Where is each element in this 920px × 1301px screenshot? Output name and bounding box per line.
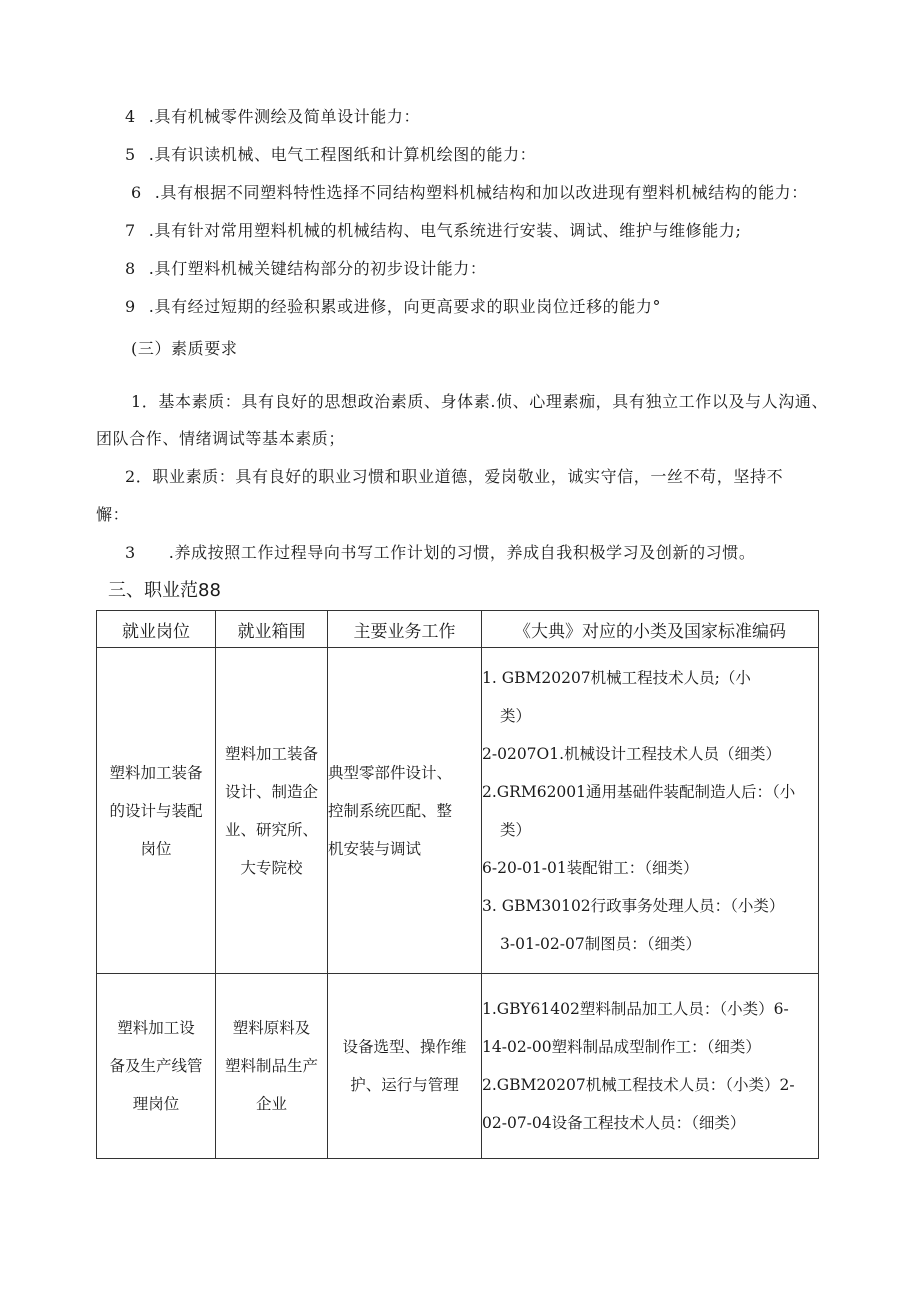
- code-line: 3. GBM30102行政事务处理人员：（小类）: [482, 896, 785, 915]
- code-line: 类）: [500, 706, 532, 725]
- item-number: 9: [125, 297, 136, 316]
- cell-line: 的设计与装配: [109, 801, 203, 820]
- code-line: 2.GRM62001通用基础件装配制造人后：（小: [482, 782, 796, 801]
- cell-line: 岗位: [140, 839, 172, 858]
- ability-item-5: [125, 145, 536, 165]
- cell-scope: [216, 974, 328, 1159]
- code-line: 6-20-01-01装配钳工：（细类）: [482, 858, 699, 877]
- code-line: 类）: [500, 820, 532, 839]
- quality-item-2-line-2: 懈：: [96, 505, 130, 524]
- header-position: 就业岗位: [97, 611, 216, 648]
- code-line: 1. GBM20207机械工程技术人员;（小: [482, 668, 751, 687]
- ability-item-8: [125, 259, 486, 279]
- cell-codes: [482, 648, 819, 974]
- cell-line: 设计、制造企: [224, 782, 318, 801]
- cell-line: 塑料加工装备: [224, 744, 318, 763]
- cell-work: [328, 974, 482, 1159]
- table-row: [97, 648, 819, 974]
- ability-item-4: [125, 107, 420, 127]
- cell-line: 护、运行与管理: [350, 1076, 459, 1094]
- quality-item-1-line-1: 1．基本素质：具有良好的思想政治素质、身体素.侦、心理素痂，具有独立工作以及与人沟通、: [131, 392, 829, 411]
- cell-position: [97, 648, 216, 974]
- item-text: .具有根据不同塑料特性选择不同结构塑料机械结构和加以改进现有塑料机械结构的能力：: [154, 183, 808, 202]
- code-line: 02-07-04设备工程技术人员：（细类）: [482, 1114, 746, 1132]
- item-text: .具有经过短期的经验积累或进修，向更高要求的职业岗位迁移的能力°: [148, 297, 662, 316]
- table-row: [97, 974, 819, 1159]
- header-scope: 就业箱围: [216, 611, 328, 648]
- item-number: 8: [125, 259, 136, 278]
- quality-item-2-line-1: 2．职业素质：具有良好的职业习惯和职业道德，爱岗敬业，诚实守信，一丝不苟，坚持不: [125, 467, 784, 486]
- item-number: 7: [125, 221, 136, 240]
- cell-work: [328, 648, 482, 974]
- item-number: 4: [125, 107, 136, 126]
- cell-line: 塑料加工设: [117, 1019, 195, 1037]
- item-text: .具有针对常用塑料机械的机械结构、电气系统进行安装、调试、维护与维修能力;: [148, 221, 742, 240]
- item-number: 5: [125, 145, 136, 164]
- cell-line: 理岗位: [132, 1095, 180, 1113]
- cell-line: 控制系统匹配、整: [328, 801, 453, 820]
- item-text: .具仃塑料机械关键结构部分的初步设计能力：: [148, 259, 487, 278]
- cell-line: 塑料加工装备: [109, 763, 203, 782]
- cell-codes: [482, 974, 819, 1159]
- item-text: .具有机械零件测绘及简单设计能力：: [148, 107, 421, 126]
- cell-line: 塑料原料及: [232, 1019, 311, 1037]
- header-work: 主要业务工作: [328, 611, 482, 648]
- item-text: .养成按照工作过程导向书写工作计划的习惯，养成自我积极学习及创新的习惯。: [168, 543, 756, 562]
- header-codes: 《大典》对应的小类及国家标准编码: [482, 611, 819, 648]
- item-number: 3: [125, 543, 136, 562]
- code-line: 3-01-02-07制图员：（细类）: [500, 934, 701, 953]
- ability-item-7: [125, 221, 741, 241]
- code-line: 2-0207O1.机械设计工程技术人员（细类）: [482, 744, 782, 763]
- item-number: 6: [131, 183, 142, 202]
- code-line: 1.GBY61402塑料制品加工人员：（小类）6-: [482, 1000, 789, 1018]
- cell-position: [97, 974, 216, 1159]
- ability-item-6: [131, 183, 808, 203]
- quality-item-1-line-2: 团队合作、情绪调试等基本素质；: [96, 429, 346, 448]
- quality-heading: (三）素质要求: [131, 339, 238, 358]
- quality-item-3: [125, 543, 755, 563]
- ability-item-9: [125, 297, 661, 317]
- cell-line: 典型零部件设计、: [328, 763, 453, 782]
- cell-line: 大专院校: [240, 858, 303, 877]
- cell-line: 业、研究所、: [224, 820, 318, 839]
- career-table: [96, 610, 819, 1159]
- cell-line: 备及生产线管: [109, 1057, 203, 1075]
- item-text: .具有识读机械、电气工程图纸和计算机绘图的能力：: [148, 145, 537, 164]
- section-title: 三、职业范88: [108, 580, 221, 601]
- table-header-row: [97, 611, 819, 648]
- cell-scope: [216, 648, 328, 974]
- code-line: 2.GBM20207机械工程技术人员：（小类）2-: [482, 1076, 795, 1094]
- cell-line: 设备选型、操作维: [342, 1038, 467, 1056]
- cell-line: 塑料制品生产: [224, 1057, 318, 1075]
- cell-line: 机安装与调试: [328, 839, 422, 858]
- code-line: 14-02-00塑料制品成型制作工：（细类）: [482, 1038, 761, 1056]
- cell-line: 企业: [255, 1095, 287, 1113]
